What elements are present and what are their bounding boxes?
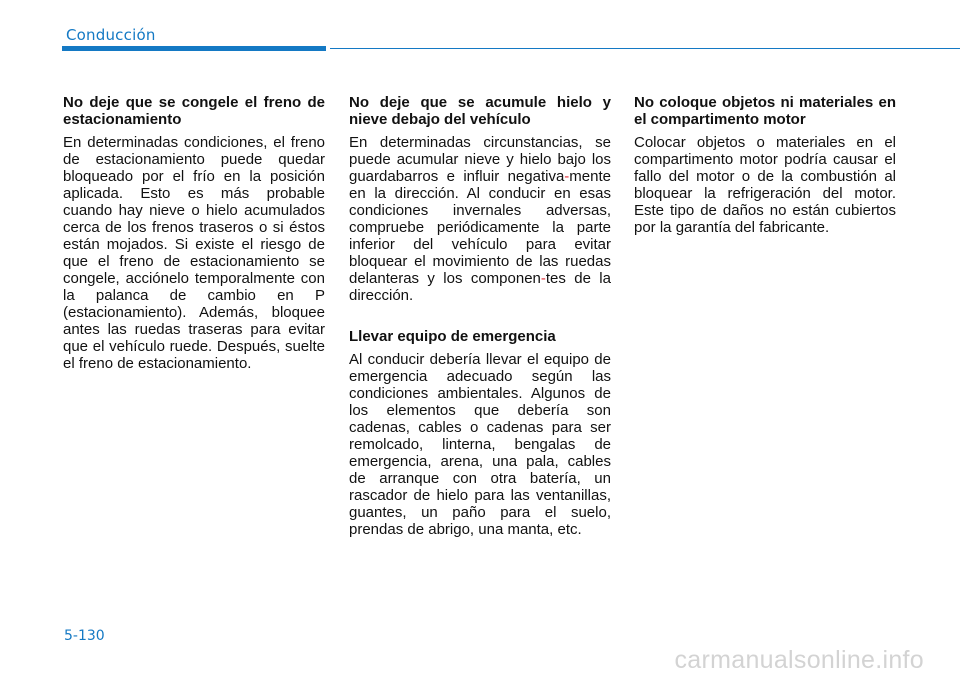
paragraph-ice-snow-part1: En determinadas circunstancias, se puede acumular nieve y hielo bajo los guardabarros e influir negativa: [349, 134, 611, 185]
column-right: [634, 94, 896, 236]
column-middle: [349, 94, 611, 538]
header-rule-thick: [62, 46, 326, 51]
heading-emergency-equipment: Llevar equipo de emergencia: [349, 328, 556, 345]
paragraph-ice-snow-part3: tes de la dirección.: [349, 270, 611, 304]
paragraph-parking-brake: En determinadas condiciones, el freno de estacionamiento puede quedar bloqueado por el frío en la posición aplicada. Esto es más probable cuando hay nieve o hielo acumulados cerca de los frenos traseros o si éstos están mojados. Si existe el riesgo de que el freno de estacionamiento se congele, acciónelo temporalmente con la palanca de cambio en P (estacionamiento). Además, bloquee antes las ruedas traseras para evitar que el vehículo ruede. Después, suelte el freno de estacionamiento.: [63, 134, 325, 372]
watermark-text: carmanualsonline.info: [674, 646, 924, 674]
hyphen-mark: -: [540, 270, 546, 287]
heading-engine-compartment: No coloque objetos ni materiales en el compartimento motor: [634, 94, 896, 128]
paragraph-ice-snow: [349, 134, 611, 304]
column-left: [63, 94, 325, 372]
hyphen-mark: -: [564, 168, 570, 185]
paragraph-engine-compartment: Colocar objetos o materiales en el compartimento motor podría causar el fallo del motor o de la combustión al bloquear la refrigeración del motor. Este tipo de daños no están cubiertos por la garantía del fabricante.: [634, 134, 896, 236]
page-number: 5-130: [64, 628, 105, 644]
heading-ice-snow: No deje que se acumule hielo y nieve debajo del vehículo: [349, 94, 611, 128]
header-rule-thin: [330, 48, 960, 49]
section-title: Conducción: [66, 26, 156, 44]
paragraph-ice-snow-part2: mente en la dirección. Al conducir en esas condiciones invernales adversas, compruebe periódicamente la parte inferior del vehículo para evitar bloquear el movimiento de las ruedas delanteras y los componen: [349, 168, 611, 287]
paragraph-emergency-equipment: Al conducir debería llevar el equipo de emergencia adecuado según las condiciones ambientales. Algunos de los elementos que debería son cadenas, cables o cadenas para ser remolcado, linterna, bengalas de emergencia, arena, una pala, cables de arranque con otra batería, un rascador de hielo para las ventanillas, guantes, un paño para el suelo, prendas de abrigo, una manta, etc.: [349, 351, 611, 538]
heading-parking-brake: No deje que se congele el freno de estacionamiento: [63, 94, 325, 128]
